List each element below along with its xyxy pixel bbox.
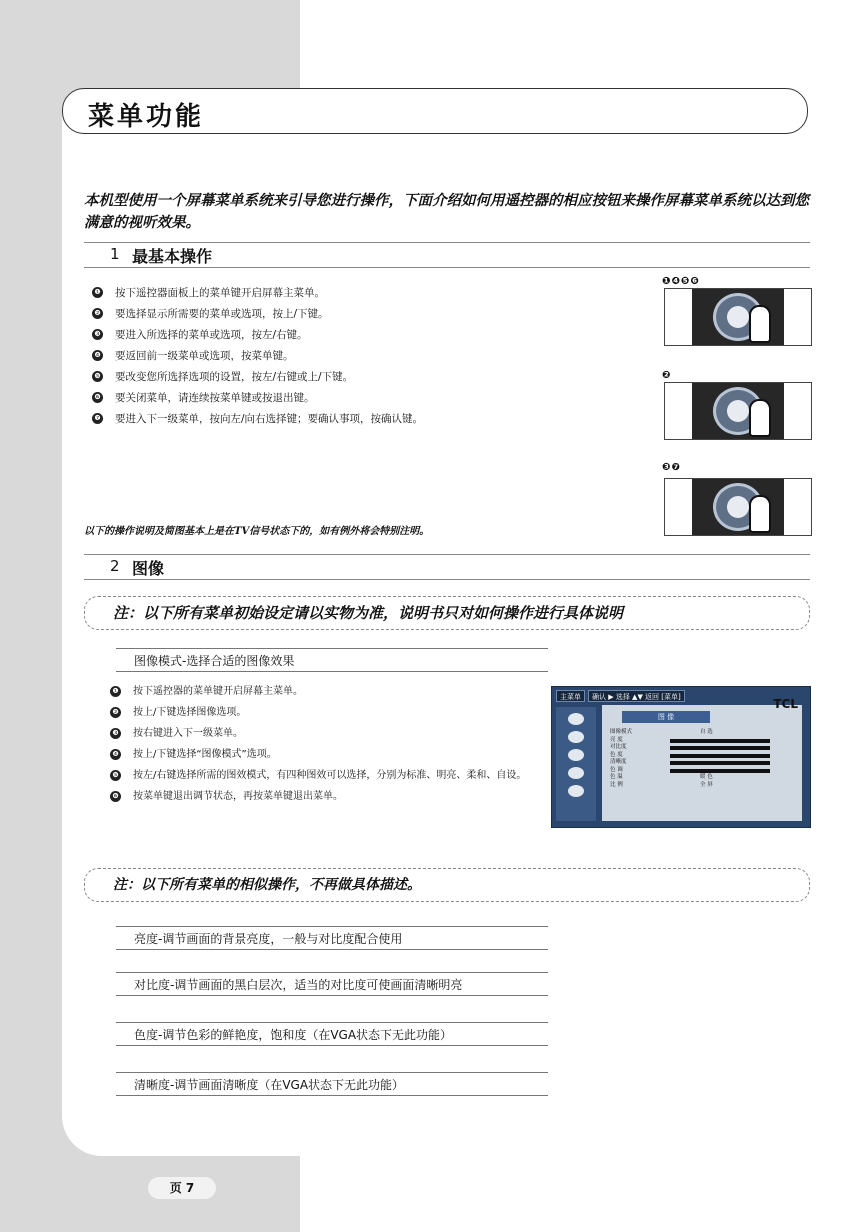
- step-text: 按菜单键退出调节状态，再按菜单键退出菜单。: [133, 791, 343, 802]
- hand-pointer-icon: [749, 495, 771, 533]
- list-item: [92, 324, 632, 345]
- list-item: [92, 408, 632, 429]
- osd-row: 色 调: [610, 767, 796, 775]
- page-title: 菜单功能: [88, 102, 205, 132]
- color-item: [116, 1022, 548, 1046]
- settings-icon: [568, 767, 584, 779]
- section-basic-operation: [84, 242, 810, 268]
- list-item: [110, 747, 550, 763]
- note-text: 注：以下所有菜单初始设定请以实物为准，说明书只对如何操作进行具体说明: [113, 604, 624, 622]
- list-item: [92, 345, 632, 366]
- osd-header: 图 像: [622, 711, 710, 723]
- osd-row: 比 例 全 屏: [610, 781, 713, 788]
- osd-content: [602, 705, 802, 821]
- step-marker: ❷: [92, 308, 103, 319]
- step-marker: ❺: [110, 770, 121, 781]
- step-text: 要选择显示所需要的菜单或选项，按上/下键。: [115, 307, 329, 320]
- osd-row: 对比度: [610, 744, 796, 752]
- note-text: 注：以下所有菜单的相似操作，不再做具体描述。: [113, 877, 421, 893]
- section-label: 图像: [132, 559, 165, 578]
- step-text: 要改变您所选择选项的设置，按左/右键或上/下键。: [115, 370, 354, 383]
- page-number: 页 7: [148, 1177, 216, 1199]
- picture-icon: [568, 713, 584, 725]
- step-marker: ❼: [92, 413, 103, 424]
- osd-menu-screenshot: [551, 686, 811, 828]
- section-picture: [84, 554, 810, 580]
- list-item: [110, 789, 550, 805]
- list-item: [92, 282, 632, 303]
- osd-sidebar: [556, 707, 596, 821]
- step-text: 按右键进入下一级菜单。: [133, 728, 243, 739]
- osd-row: 图像模式 自 选: [610, 729, 713, 735]
- list-item: [110, 684, 550, 700]
- remote-label: ❸❼: [662, 462, 681, 473]
- initial-settings-note: [84, 596, 810, 630]
- step-marker: ❹: [110, 749, 121, 760]
- item-text: 色度-调节色彩的鲜艳度，饱和度（在VGA状态下无此功能）: [134, 1028, 453, 1042]
- list-item: [110, 705, 550, 721]
- remote-illustration: [664, 478, 812, 536]
- sound-icon: [568, 731, 584, 743]
- step-text: 按上/下键选择“图像模式”选项。: [133, 749, 277, 760]
- hand-pointer-icon: [749, 305, 771, 343]
- item-text: 清晰度-调节画面清晰度（在VGA状态下无此功能）: [134, 1078, 405, 1092]
- list-item: [110, 768, 550, 784]
- basic-steps-list: [92, 282, 632, 429]
- brightness-item: [116, 926, 548, 950]
- item-text: 对比度-调节画面的黑白层次，适当的对比度可使画面清晰明亮: [134, 978, 463, 992]
- osd-row: 色 度: [610, 752, 796, 760]
- step-marker: ❶: [110, 686, 121, 697]
- step-marker: ❹: [92, 350, 103, 361]
- picture-mode-heading: [116, 648, 548, 672]
- search-icon: [568, 785, 584, 797]
- tcl-logo: TCL: [773, 697, 798, 711]
- remote-label: ❷: [662, 370, 672, 381]
- step-marker: ❻: [92, 392, 103, 403]
- remote-label: ❶❹❺❻: [662, 276, 700, 287]
- step-marker: ❸: [92, 329, 103, 340]
- osd-tab: 主菜单: [556, 690, 585, 702]
- osd-row: 亮 度: [610, 737, 796, 745]
- list-item: [110, 726, 550, 742]
- remote-illustration: [664, 288, 812, 346]
- step-text: 要进入所选择的菜单或选项，按左/右键。: [115, 328, 308, 341]
- step-marker: ❺: [92, 371, 103, 382]
- step-text: 要关闭菜单，请连续按菜单键或按退出键。: [115, 391, 315, 404]
- tools-icon: [568, 749, 584, 761]
- hand-pointer-icon: [749, 399, 771, 437]
- step-marker: ❷: [110, 707, 121, 718]
- osd-row: 色 温 暖 色: [610, 774, 713, 780]
- section-number: 2: [110, 557, 120, 575]
- intro-paragraph: 本机型使用一个屏幕菜单系统来引导您进行操作，下面介绍如何用遥控器的相应按钮来操作屏幕菜单系统以达到您满意的视听效果。: [84, 192, 809, 231]
- remote-illustration: [664, 382, 812, 440]
- step-marker: ❶: [92, 287, 103, 298]
- section-number: 1: [110, 245, 120, 263]
- sharpness-item: [116, 1072, 548, 1096]
- tv-signal-note: 以下的操作说明及简图基本上是在TV信号状态下的，如有例外将会特别注明。: [84, 526, 430, 537]
- step-marker: ❸: [110, 728, 121, 739]
- picture-steps-list: [110, 684, 550, 810]
- list-item: [92, 303, 632, 324]
- item-text: 亮度-调节画面的背景亮度，一般与对比度配合使用: [134, 932, 403, 946]
- step-text: 按下遥控器的菜单键开启屏幕主菜单。: [133, 686, 303, 697]
- step-text: 要进入下一级菜单，按向左/向右选择键；要确认事项，按确认键。: [115, 412, 424, 425]
- step-text: 要返回前一级菜单或选项，按菜单键。: [115, 349, 294, 362]
- contrast-item: [116, 972, 548, 996]
- osd-tab: 确认 ▶ 选择 ▲▼ 返回 [菜单]: [588, 690, 685, 702]
- list-item: [92, 366, 632, 387]
- section-label: 最基本操作: [132, 247, 213, 266]
- step-marker: ❻: [110, 791, 121, 802]
- step-text: 按左/右键选择所需的图效模式，有四种图效可以选择，分别为标准、明亮、柔和、自设。: [133, 770, 527, 781]
- subheading-text: 图像模式-选择合适的图像效果: [134, 654, 295, 668]
- list-item: [92, 387, 632, 408]
- step-text: 按上/下键选择图像选项。: [133, 707, 247, 718]
- step-text: 按下遥控器面板上的菜单键开启屏幕主菜单。: [115, 286, 325, 299]
- osd-row: 清晰度: [610, 759, 796, 767]
- similar-operation-note: [84, 868, 810, 902]
